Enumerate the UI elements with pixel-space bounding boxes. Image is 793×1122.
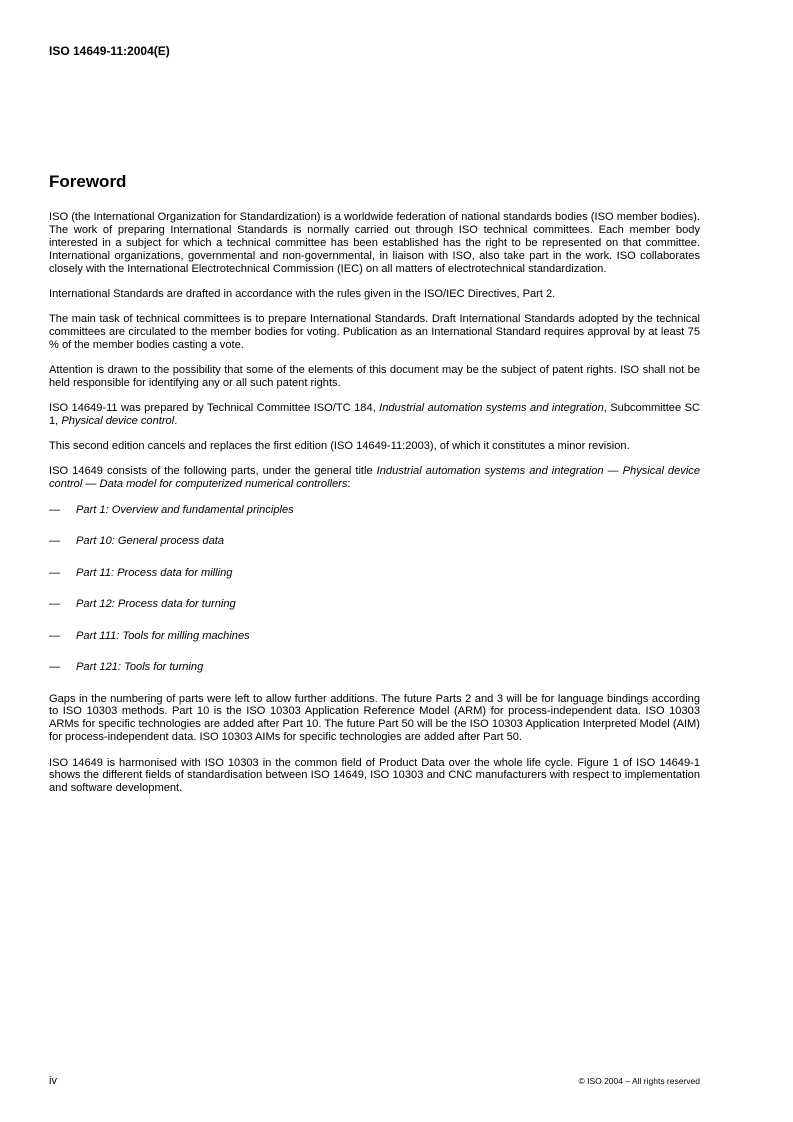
paragraph-numbering-gaps: Gaps in the numbering of parts were left to allow further additions. The future Parts 2 and 3 will be for language bindings according to ISO 10303 methods. Part 10 is the ISO 10303 Application Reference Model (ARM) for process-independent data. ISO 10303 ARMs for specific technologies are added after Part 10. The future Part 50 will be the ISO 10303 Application Interpreted Model (AIM) for process-independent data. ISO 10303 AIMs for specific technologies are added after Part 50. <box>49 692 700 744</box>
dash-bullet: — <box>49 535 61 548</box>
prepared-by-text: ISO 14649-11 was prepared by Technical Committee ISO/TC 184, <box>49 402 380 415</box>
document-id-header: ISO 14649-11:2004(E) <box>49 44 170 58</box>
page-number: iv <box>49 1075 57 1087</box>
dash-bullet: — <box>49 661 61 674</box>
parts-intro-text: ISO 14649 consists of the following parts, under the general title <box>49 465 377 478</box>
paragraph-prepared-by <box>49 402 700 428</box>
paragraph-second-edition: This second edition cancels and replaces the first edition (ISO 14649-11:2003), of which it constitutes a minor revision. <box>49 440 630 453</box>
list-item <box>49 661 700 674</box>
part-label: Part 1: Overview and fundamental principles <box>76 503 294 516</box>
list-item <box>49 630 700 643</box>
paragraph-directives: International Standards are drafted in accordance with the rules given in the ISO/IEC Directives, Part 2. <box>49 287 556 300</box>
list-item <box>49 535 700 548</box>
dash-bullet: — <box>49 503 61 516</box>
paragraph-iso-intro: ISO (the International Organization for Standardization) is a worldwide federation of national standards bodies (ISO member bodies). The work of preparing International Standards is normally carried out through ISO technical committees. Each member body interested in a subject for which a technical committee has been established has the right to be represented on that committee. International organizations, governmental and non-governmental, in liaison with ISO, also take part in the work. ISO collaborates closely with the International Electrotechnical Commission (IEC) on all matters of electrotechnical standardization. <box>49 211 700 275</box>
parts-list <box>49 504 700 674</box>
list-item <box>49 567 700 580</box>
parts-general-title: Industrial automation systems and integration — Physical device control — Data model for computerized numerical controllers <box>49 465 701 491</box>
part-label: Part 10: General process data <box>76 535 224 548</box>
part-label: Part 11: Process data for milling <box>76 566 233 579</box>
paragraph-parts-intro <box>49 465 700 491</box>
copyright-notice: © ISO 2004 – All rights reserved <box>578 1076 700 1086</box>
prepared-by-subcommittee-title: Physical device control <box>61 415 175 428</box>
foreword-body <box>49 211 700 808</box>
prepared-by-end: . <box>174 415 178 428</box>
paragraph-patent-rights: Attention is drawn to the possibility that some of the elements of this document may be the subject of patent rights. ISO shall not be held responsible for identifying any or all such patent rights. <box>49 364 700 389</box>
paragraph-harmonised: ISO 14649 is harmonised with ISO 10303 in the common field of Product Data over the whole life cycle. Figure 1 of ISO 14649-1 shows the different fields of standardisation between ISO 14649, ISO 10303 and CNC manufacturers with respect to implementation and software development. <box>49 756 700 795</box>
dash-bullet: — <box>49 598 61 611</box>
dash-bullet: — <box>49 566 61 579</box>
list-item <box>49 598 700 611</box>
page-title: Foreword <box>49 172 127 191</box>
parts-intro-end: : <box>347 478 351 491</box>
part-label: Part 111: Tools for milling machines <box>76 629 250 642</box>
list-item <box>49 504 700 517</box>
dash-bullet: — <box>49 629 61 642</box>
part-label: Part 121: Tools for turning <box>76 661 204 674</box>
prepared-by-subcommittee: , Subcommittee SC 1, <box>49 402 700 428</box>
paragraph-committee-task: The main task of technical committees is to prepare International Standards. Draft International Standards adopted by the technical committees are circulated to the member bodies for voting. Publication as an International Standard requires approval by at least 75 % of the member bodies casting a vote. <box>49 313 700 351</box>
part-label: Part 12: Process data for turning <box>76 598 236 611</box>
prepared-by-committee-title: Industrial automation systems and integration <box>379 402 604 415</box>
